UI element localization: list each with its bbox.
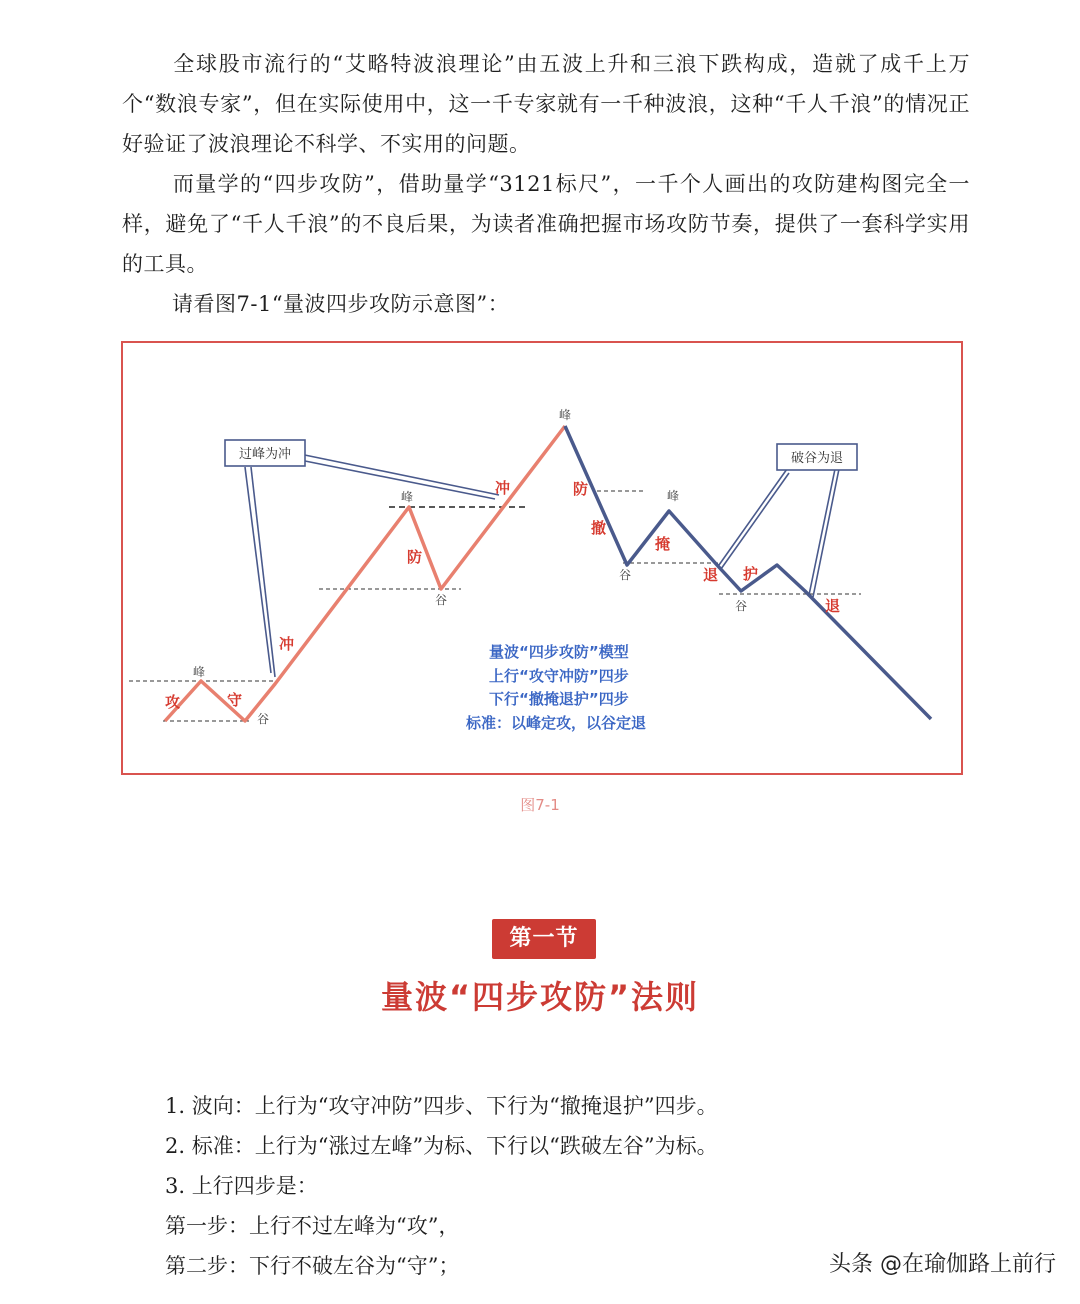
watermark: 头条 @在瑜伽路上前行 bbox=[829, 1252, 1056, 1277]
label-valley-2: 谷 bbox=[435, 593, 448, 607]
figure-7-1 bbox=[121, 341, 963, 775]
label-fang-1: 防 bbox=[407, 548, 423, 566]
callout-left bbox=[225, 440, 305, 466]
label-valley-1: 谷 bbox=[257, 712, 270, 726]
label-peak-2: 峰 bbox=[401, 490, 414, 504]
label-gong: 攻 bbox=[165, 693, 181, 711]
intro-paragraph-1: 全球股市流行的“艾略特波浪理论”由五波上升和三浪下跌构成，造就了成千上万个“数浪专家”，但在实际使用中，这一千专家就有一千种波浪，这种“千人千浪”的情况正好验证了波浪理论不科学、不实用的问题。 bbox=[122, 52, 970, 156]
rule-step-1: 第一步：上行不过左峰为“攻”， bbox=[165, 1214, 460, 1238]
svg-text:量波“四步攻防”模型: 量波“四步攻防”模型 bbox=[489, 643, 629, 661]
svg-text:破谷为退: 破谷为退 bbox=[790, 451, 844, 466]
svg-text:上行“攻守冲防”四步: 上行“攻守冲防”四步 bbox=[489, 667, 629, 685]
label-tui-1: 退 bbox=[703, 566, 719, 584]
diagram-legend bbox=[465, 643, 646, 733]
rule-1: 1. 波向：上行为“攻守冲防”四步、下行为“撤掩退护”四步。 bbox=[165, 1094, 718, 1118]
svg-text:标准：以峰定攻，以谷定退: 标准：以峰定攻，以谷定退 bbox=[466, 714, 647, 732]
label-valley-4: 谷 bbox=[735, 599, 748, 613]
section-badge: 第一节 bbox=[492, 919, 596, 959]
label-peak-1: 峰 bbox=[193, 665, 206, 679]
label-fang-2: 防 bbox=[573, 480, 589, 498]
label-chong-1: 冲 bbox=[279, 635, 295, 653]
rule-step-2: 第二步：下行不破左谷为“守”； bbox=[165, 1254, 460, 1278]
intro-paragraph-3: 请看图7-1“量波四步攻防示意图”： bbox=[172, 292, 510, 316]
wave-diagram bbox=[123, 343, 965, 777]
rule-2: 2. 标准：上行为“涨过左峰”为标、下行以“跌破左谷”为标。 bbox=[165, 1134, 718, 1158]
callout-right bbox=[777, 444, 857, 470]
label-chong-2: 冲 bbox=[495, 479, 511, 497]
svg-text:过峰为冲: 过峰为冲 bbox=[238, 447, 292, 462]
intro-paragraph-2: 而量学的“四步攻防”，借助量学“3121标尺”，一千个人画出的攻防建构图完全一样，避免了“千人千浪”的不良后果，为读者准确把握市场攻防节奏，提供了一套科学实用的工具。 bbox=[122, 172, 970, 276]
rule-3: 3. 上行四步是： bbox=[165, 1174, 318, 1198]
figure-caption: 图7-1 bbox=[520, 796, 560, 814]
label-valley-3: 谷 bbox=[619, 568, 632, 582]
label-hu: 护 bbox=[743, 565, 759, 583]
label-yan: 掩 bbox=[655, 535, 671, 553]
label-tui-2: 退 bbox=[825, 597, 841, 615]
svg-text:下行“撤掩退护”四步: 下行“撤掩退护”四步 bbox=[489, 690, 629, 708]
label-peak-3: 峰 bbox=[559, 408, 572, 422]
section-title: 量波“四步攻防”法则 bbox=[380, 978, 700, 1016]
label-shou: 守 bbox=[227, 691, 243, 709]
label-peak-4: 峰 bbox=[667, 489, 680, 503]
label-che: 撤 bbox=[591, 519, 607, 537]
